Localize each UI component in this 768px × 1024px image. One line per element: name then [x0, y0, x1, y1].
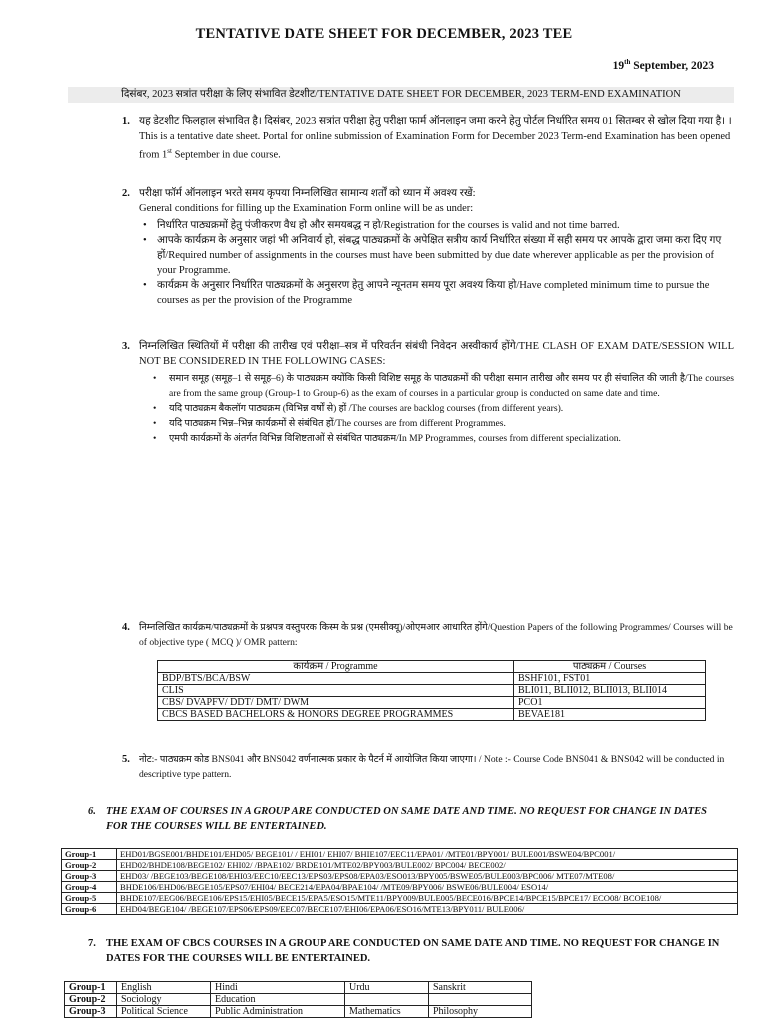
subject-cell: Education: [211, 994, 345, 1006]
group-courses: BHDE107/EEG06/BEGE106/EPS15/EHI05/BECE15/EPA5/ESO15/MTE11/BPY009/BULE005/BECE016/BPCE14/BPCE15/BPCE17/ ECO08/ BCOE108/: [117, 893, 738, 904]
item-5-text: नोट:- पाठ्यक्रम कोड BNS041 और BNS042 वर्णनात्मक प्रकार के पैटर्न में आयोजित किया जाएगा। / Note :- Course Code BNS041 & BNS042 will be conducted in descriptive type pattern.: [139, 754, 725, 780]
group-label: Group-4: [62, 882, 117, 893]
section-7-line-2: DATES FOR THE COURSES WILL BE ENTERTAINED.: [106, 953, 371, 964]
group-label: Group-5: [62, 893, 117, 904]
item-2-hindi: परीक्षा फॉर्म ऑनलाइन भरते समय कृपया निम्नलिखित सामान्य शर्तों को ध्यान में अवश्य रखें:: [139, 188, 476, 199]
section-number: 6.: [88, 806, 96, 817]
programme-cell: CLIS: [158, 685, 514, 697]
table-row: [65, 982, 532, 994]
table-header-row: [158, 661, 706, 673]
subject-cell: Mathematics: [345, 1006, 429, 1018]
table-row: [158, 673, 706, 685]
section-7-heading: [88, 936, 738, 966]
group-label: Group-1: [62, 849, 117, 860]
bilingual-title-band: दिसंबर, 2023 सत्रांत परीक्षा के लिए संभावित डेटशीट/TENTATIVE DATE SHEET FOR DECEMBER, 2023 TERM-END EXAMINATION: [68, 87, 734, 103]
subject-cell: [345, 994, 429, 1006]
item-3-text: निम्नलिखित स्थितियों में परीक्षा की तारीख एवं परीक्षा–सत्र में परिवर्तन संबंधी निवेदन अस्वीकार्य होंगे/THE CLASH OF EXAM DATE/SESSION WILL NOT BE CONSIDERED IN THE FOLLOWING CASES:: [139, 341, 734, 367]
table-row: [62, 849, 738, 860]
courses-cell: BSHF101, FST01: [514, 673, 706, 685]
section-7-line-1: THE EXAM OF CBCS COURSES IN A GROUP ARE CONDUCTED ON SAME DATE AND TIME. NO REQUEST FOR CHANGE IN: [106, 938, 720, 949]
table-row: [62, 904, 738, 915]
subject-cell: Sanskrit: [429, 982, 532, 994]
subject-cell: Public Administration: [211, 1006, 345, 1018]
item-1-english-b: September in due course.: [171, 149, 281, 161]
page-title: TENTATIVE DATE SHEET FOR DECEMBER, 2023 TEE: [195, 26, 573, 42]
table-row: [62, 882, 738, 893]
section-number: 7.: [88, 938, 96, 949]
group-courses: BHDE106/EHD06/BEGE105/EPS07/EHI04/ BECE214/EPA04/BPAE104/ /MTE09/BPY006/ BSWE06/BULE004/ ESO14/: [117, 882, 738, 893]
programme-cell: CBS/ DVAPFV/ DDT/ DMT/ DWM: [158, 697, 514, 709]
table-row: [65, 1006, 532, 1018]
table-row: [158, 709, 706, 721]
mcq-programme-table: [157, 660, 706, 721]
item-1-english: [139, 129, 734, 163]
item-number: 1.: [122, 116, 130, 127]
list-item: • समान समूह (समूह–1 से समूह–6) के पाठ्यक्रम क्योंकि किसी विशिष्ट समूह के पाठ्यक्रमों की परीक्षा समान तारीख और समय पर ही संचालित की जाती है/The courses are from the same group (Group-1 to Group-6) as the exam of courses in a particular group is conducted on same date and time.: [139, 371, 734, 401]
item-1: [122, 114, 734, 163]
item-4-text: निम्नलिखित कार्यक्रम/पाठ्यक्रमों के प्रश्नपत्र वस्तुपरक किस्म के प्रश्न (एमसीक्यू)/ओएमआर आधारित होंगे/Question Papers of the following Programmes/ Courses will be of objective type ( MCQ )/ OMR pattern:: [139, 622, 733, 648]
subject-cell: Urdu: [345, 982, 429, 994]
conditions-list: [139, 218, 734, 308]
table-row: [158, 697, 706, 709]
subject-cell: Philosophy: [429, 1006, 532, 1018]
group-label: Group-3: [62, 871, 117, 882]
group-courses: EHD02/BHDE108/BEGE102/ EHI02/ /BPAE102/ BRDE101/MTE02/BPY003/BULE002/ BPC004/ BECE002/: [117, 860, 738, 871]
list-item: • यदि पाठ्यक्रम भिन्न–भिन्न कार्यक्रमों से संबंधित हों/The courses are from different Programmes.: [139, 416, 734, 431]
group-label: Group-6: [62, 904, 117, 915]
subject-cell: Sociology: [117, 994, 211, 1006]
cbcs-groups-table: [64, 981, 532, 1018]
item-number: 2.: [122, 188, 130, 199]
subject-cell: [429, 994, 532, 1006]
programme-cell: BDP/BTS/BCA/BSW: [158, 673, 514, 685]
item-3: [122, 339, 734, 446]
list-item: • निर्धारित पाठ्यक्रमों हेतु पंजीकरण वैध हो और समयबद्ध न हो/Registration for the courses is valid and not time barred.: [139, 218, 734, 233]
item-2: [122, 186, 734, 308]
subject-cell: English: [117, 982, 211, 994]
item-number: 4.: [122, 622, 130, 633]
item-4: [122, 620, 734, 650]
table-row: [62, 871, 738, 882]
group-label: Group-2: [62, 860, 117, 871]
item-1-english-sup: st: [167, 147, 172, 155]
courses-cell: BLI011, BLII012, BLII013, BLII014: [514, 685, 706, 697]
list-item: • आपके कार्यक्रम के अनुसार जहां भी अनिवार्य हो, संबद्ध पाठ्यक्रमों के अपेक्षित सत्रीय कार्य निर्धारित संख्या में सही समय पर आपके द्वारा जमा करा दिए गए हों/Required number of assignments in the courses must have been submitted by due date wherever applicable as per the provision of your Programme.: [139, 233, 734, 278]
table-row: [65, 994, 532, 1006]
subject-cell: Political Science: [117, 1006, 211, 1018]
group-label: Group-2: [65, 994, 117, 1006]
issue-date-day: 19: [612, 59, 625, 72]
issue-date-rest: September, 2023: [630, 59, 714, 72]
list-item: • यदि पाठ्यक्रम बैकलॉग पाठ्यक्रम (विभिन्न वर्षों से) हों /The courses are backlog courses (from different years).: [139, 401, 734, 416]
courses-cell: BEVAE181: [514, 709, 706, 721]
table-row: [62, 860, 738, 871]
item-2-english: General conditions for filling up the Examination Form online will be as under:: [139, 203, 474, 214]
section-6-line-1: THE EXAM OF COURSES IN A GROUP ARE CONDUCTED ON SAME DATE AND TIME. NO REQUEST FOR CHANGE IN DATES: [106, 806, 707, 817]
item-1-english-a: This is a tentative date sheet. Portal for online submission of Examination Form for December 2023 Term-end Examination has been opened from 1: [139, 131, 731, 161]
list-item: • कार्यक्रम के अनुसार निर्धारित पाठ्यक्रमों के अनुसरण हेतु आपने न्यूनतम समय पूरा अवश्य किया हो/Have completed minimum time to pursue the courses as per the provision of the Programme: [139, 278, 734, 308]
courses-cell: PCO1: [514, 697, 706, 709]
subject-cell: Hindi: [211, 982, 345, 994]
section-6-heading: [88, 804, 738, 834]
item-1-hindi: यह डेटशीट फिलहाल संभावित है। दिसंबर, 2023 सत्रांत परीक्षा हेतु परीक्षा फार्म ऑनलाइन जमा करने हेतु पोर्टल निर्धारित समय 01 सितम्बर से खोल दिया गया है। ।: [139, 116, 732, 127]
issue-date: [613, 58, 714, 72]
item-5: [122, 752, 734, 782]
column-header: पाठ्यक्रम / Courses: [514, 661, 706, 673]
section-6-line-2: FOR THE COURSES WILL BE ENTERTAINED.: [106, 821, 327, 832]
group-label: Group-1: [65, 982, 117, 994]
clash-cases-list: [139, 371, 734, 446]
programme-cell: CBCS BASED BACHELORS & HONORS DEGREE PROGRAMMES: [158, 709, 514, 721]
item-number: 5.: [122, 754, 130, 765]
course-groups-table: [61, 848, 738, 915]
group-courses: EHD01/BGSE001/BHDE101/EHD05/ BEGE101/ / EHI01/ EHI07/ BHIE107/EEC11/EPA01/ /MTE01/BPY001/ BULE001/BSWE04/BPC001/: [117, 849, 738, 860]
list-item: • एमपी कार्यक्रमों के अंतर्गत विभिन्न विशिष्टताओं से संबंधित पाठ्यक्रम/In MP Programmes, courses from different specialization.: [139, 431, 734, 446]
column-header: कार्यक्रम / Programme: [158, 661, 514, 673]
table-row: [62, 893, 738, 904]
item-number: 3.: [122, 341, 130, 352]
group-courses: EHD03/ /BEGE103/BEGE108/EHI03/EEC10/EEC13/EPS03/EPS08/EPA03/ESO013/BPY005/BSWE05/BULE003/BPC006/ MTE07/MTE08/: [117, 871, 738, 882]
group-courses: EHD04/BEGE104/ /BEGE107/EPS06/EPS09/EEC07/BECE107/EHI06/EPA06/ESO16/MTE13/BPY011/ BULE006/: [117, 904, 738, 915]
group-label: Group-3: [65, 1006, 117, 1018]
issue-date-suffix: th: [624, 58, 631, 66]
table-row: [158, 685, 706, 697]
